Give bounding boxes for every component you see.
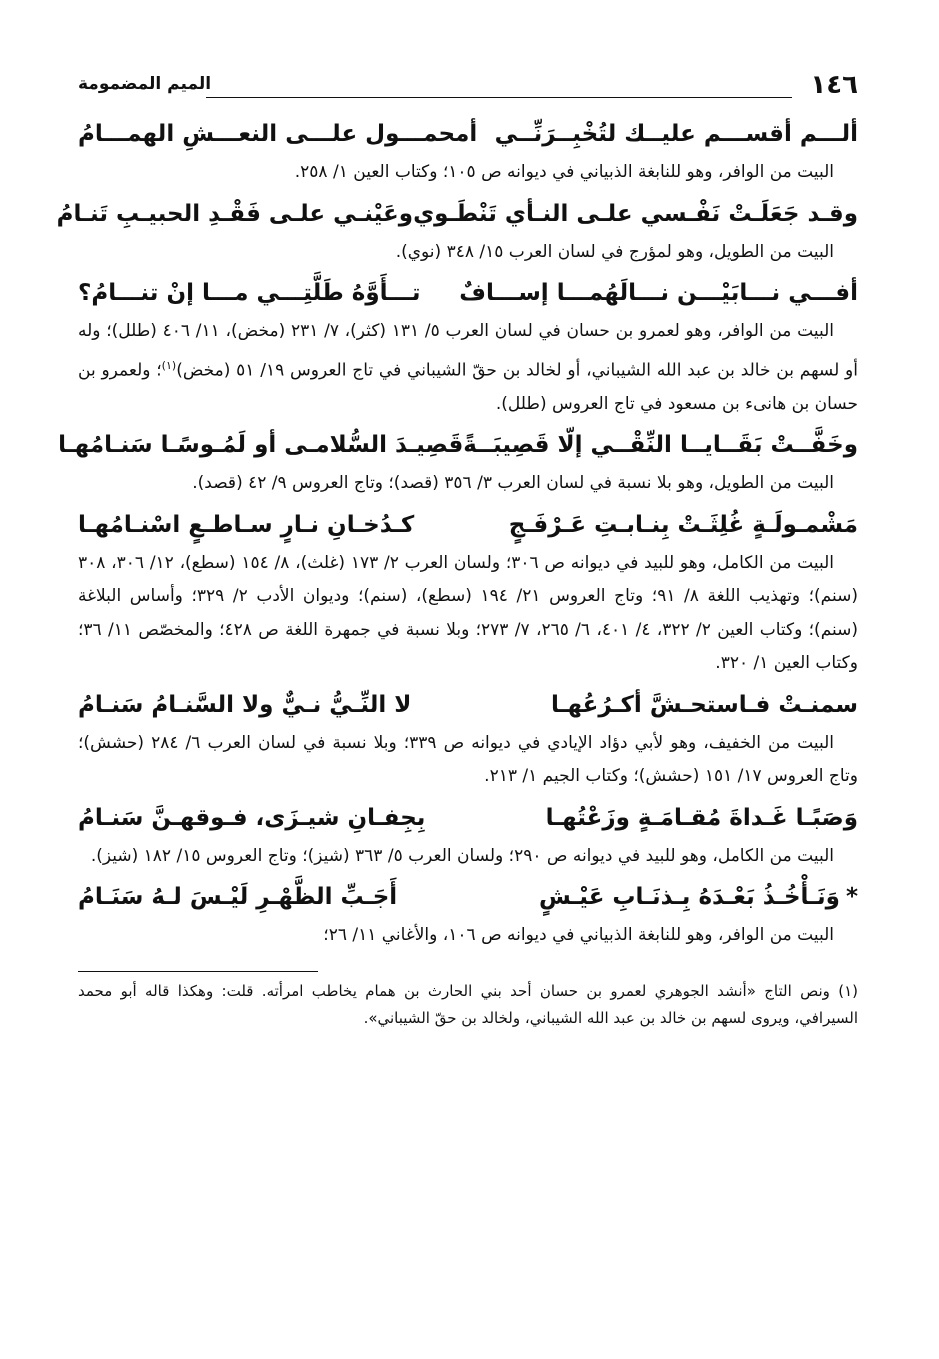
header-rule	[206, 97, 792, 98]
verse-note: البيت من الخفيف، وهو لأبي دؤاد الإيادي في ديوانه ص ٣٣٩؛ وبلا نسبة في لسان العرب ٦/ ٢٨٤ (حشش)؛ وتاج العروس ١٧/ ١٥١ (حشش)؛ وكتاب الجيم ١/ ٢١٣.	[78, 732, 858, 787]
verse-second-hemistich: تـــأَوَّهُ طَلَّتِـــي مـــا إنْ تنـــامُ؟	[78, 280, 421, 306]
verse-second-hemistich: لا النِّـيُّ نـيٌّ ولا السَّنـامُ سَنـامُ	[78, 691, 412, 718]
verse-first-hemistich: أفـــي نـــابَيْـــن نـــالَهُمـــا إســـافٌ	[459, 280, 858, 306]
verse-line	[78, 685, 858, 725]
verse-first-hemistich: ألـــم أقســـم عليــك لتُخْبِــرَنِّــي	[494, 121, 858, 147]
verse-line	[56, 194, 858, 234]
book-page	[56, 70, 859, 1032]
star-marker: *	[845, 884, 858, 911]
verse-second-hemistich: أمحمـــول علـــى النعـــشِ الهمـــامُ	[78, 121, 478, 147]
page-number: ١٤٦	[810, 70, 858, 100]
verse-first-hemistich: سمنـتْ فـاستحـشَّ أكـرُعُهـا	[551, 691, 858, 718]
note-text: ؛ ولعمرو بن حسان بن هانىء بن مسعود في تاج العروس (طلل).	[78, 360, 858, 414]
verse-note: البيت من الطويل، وهو لمؤرج في لسان العرب ١٥/ ٣٤٨ (نوي).	[395, 241, 834, 262]
verse-first-hemistich: وقـد جَعَلَـتْ نَفْـسي علـى النـأي تَنْطَـوي	[413, 200, 858, 227]
verse-first-hemistich: مَشْمـولَـةٍ غُلِثَـتْ بِنـابـتِ عَـرْفَـجٍ	[508, 511, 858, 538]
footnotes	[78, 978, 858, 1032]
verse-note: البيت من الطويل، وهو بلا نسبة في لسان العرب ٣/ ٣٥٦ (قصد)؛ وتاج العروس ٩/ ٤٢ (قصد).	[192, 473, 834, 494]
verse-note: البيت من الوافر، وهو للنابغة الذبياني في ديوانه ص ١٠٥؛ وكتاب العين ١/ ٢٥٨.	[294, 162, 834, 182]
verse-line	[78, 798, 858, 838]
verse-line	[58, 425, 858, 465]
verse-note: البيت من الكامل، وهو للبيد في ديوانه ص ٢٩٠؛ ولسان العرب ٥/ ٣٦٣ (شيز)؛ وتاج العروس ١٥/ ١٨٢ (شيز).	[90, 845, 834, 866]
verse-second-hemistich: بِجِفـانِ شيـزَى، فـوقهـنَّ سَنـامُ	[78, 804, 426, 831]
verse-second-hemistich: أَجَـبِّ الظَّهْـرِ لَيْـسَ لـهُ سَنَـامُ	[78, 884, 398, 911]
verse-note: البيت من الوافر، وهو للنابغة الذبياني في ديوانه ص ١٠٦، والأغاني ١١/ ٢٦؛	[323, 925, 834, 946]
verse-first-hemistich	[539, 877, 858, 917]
chapter-title: الميم المضمومة	[78, 74, 212, 94]
footnote: (١) ونص التاج «أنشد الجوهري لعمرو بن حسان أحد بني الحارث بن همام يخاطب امرأته. قلت: وهكذا قاله أبو محمد السيرافي، ويروى لسهم بن خالد بن عبد الله الشيباني، ولخالد بن حقّ الشيباني».	[78, 981, 858, 1027]
verse-note: البيت من الكامل، وهو للبيد في ديوانه ص ٣٠٦؛ ولسان العرب ٢/ ١٧٣ (غلث)، ٨/ ١٥٤ (سطع)، ١٢/ ٣٠٦، ٣٠٨ (سنم)؛ وتهذيب اللغة ٨/ ٩١؛ وتاج العروس ٢١/ ١٩٤ (سطع)، (سنم)؛ وديوان الأدب ٢/ ٣٢٩؛ وأساس البلاغة (سنم)؛ وكتاب العين ٢/ ٣٢٢، ٤/ ٤٠١، ٦/ ٢٦٥، ٧/ ٢٧٣؛ وبلا نسبة في جمهرة اللغة ص ٤٢٨؛ والمخصّص ١١/ ٣٦؛ وكتاب العين ١/ ٣٢٠.	[78, 552, 859, 674]
verse-line	[78, 505, 858, 545]
verse-line	[78, 114, 858, 154]
verse-first-hemistich: وَصَبًـا غَـداةَ مُقـامَـةٍ وزَعْتُهـا	[545, 804, 858, 831]
footnote-rule	[78, 971, 318, 972]
verse-second-hemistich: كـدُخـانِ نـارٍ سـاطـعٍ اسْنـامُهـا	[78, 511, 415, 538]
verse-first-hemistich: وخَفَّــتْ بَقَــايــا النِّقْــي إلّا قَصِيبَــةً	[463, 432, 858, 459]
footnote-reference: (١)	[161, 358, 177, 372]
page-header	[78, 70, 858, 110]
verse-second-hemistich: وعَيْنـي علـى فَقْـدِ الحبيـبِ تَنـامُ	[56, 200, 414, 227]
verse-line	[78, 877, 858, 917]
verse-text: وَنَـأْخُـذُ بَعْـدَهُ بِـذنَـابِ عَيْـشٍ	[538, 884, 840, 911]
note-text: البيت من الوافر، وهو لعمرو بن حسان في لسان العرب ٥/ ١٣١ (كثر)، ٧/ ٢٣١ (مخض)، ١١/ ٤٠٦ (طلل)؛ وله أو لسهم بن خالد بن عبد الله الشيباني، أو لخالد بن حقّ الشيباني في تاج العروس ١٩/ ٥١ (مخض)	[78, 321, 858, 381]
verse-note	[78, 315, 858, 421]
verse-line	[78, 273, 858, 313]
verse-second-hemistich: قَصِيـدَ السُّلامـى أو لَمُـوسًـا سَنـامُهـا	[58, 432, 464, 459]
